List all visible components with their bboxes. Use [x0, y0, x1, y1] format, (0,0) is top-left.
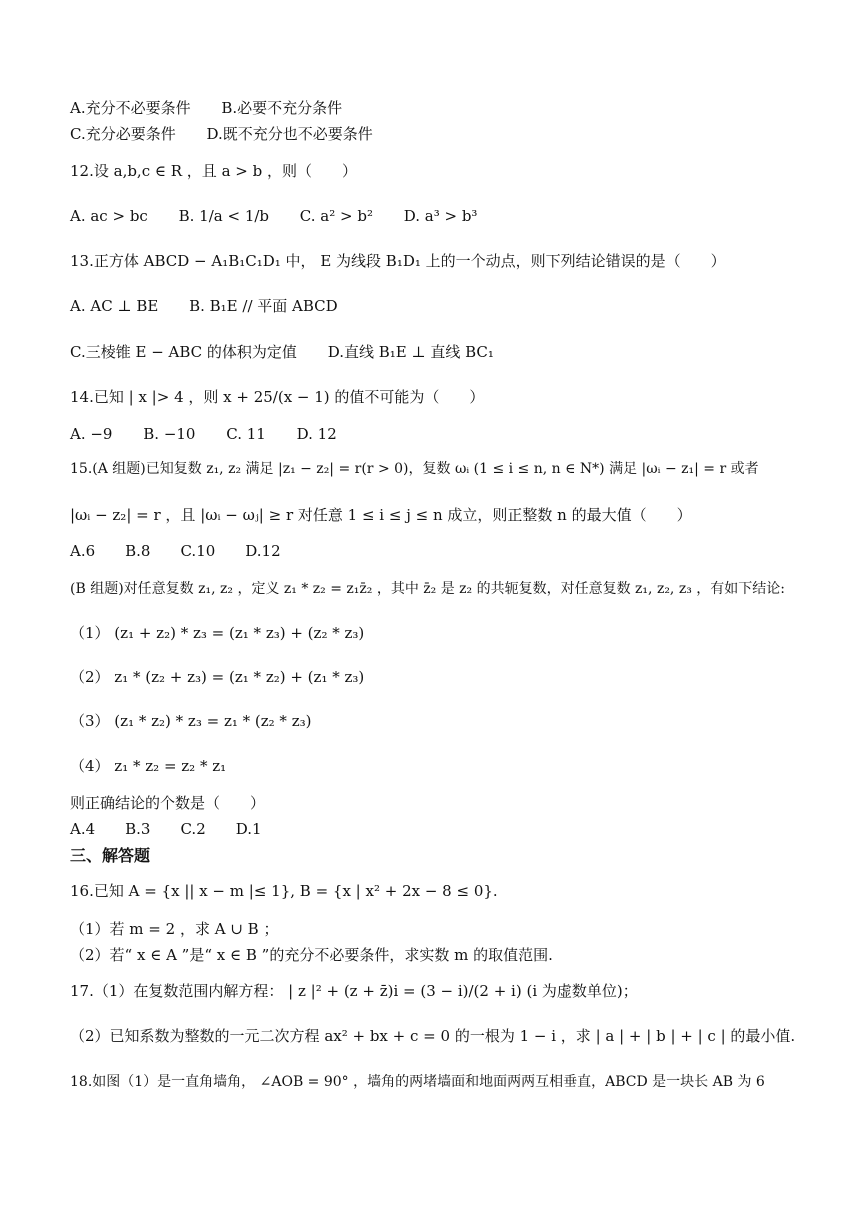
q12-stem: 12.设 a,b,c ∈ R ，且 a > b ，则（ ）: [70, 162, 357, 180]
q16-stem: 16.已知 A = {x || x − m |≤ 1}, B = {x | x² + 2x − 8 ≤ 0}.: [70, 882, 498, 900]
q11-option-c: C.充分必要条件: [70, 125, 176, 143]
q15-options: A.6 B.8 C.10 D.12: [70, 542, 281, 560]
q13-options-row-2: [70, 341, 520, 363]
q16-part-1: （1）若 m = 2 ，求 A ∪ B ；: [70, 920, 279, 938]
q13-option-c: C.三棱锥 E − ABC 的体积为定值: [70, 343, 297, 361]
q15-conclusion-4: （4） z₁ * z₂ = z₂ * z₁: [70, 757, 227, 775]
q14-option-b: B. −10: [143, 425, 196, 443]
q15-line-2: |ωᵢ − z₂| = r ，且 |ωᵢ − ωⱼ| ≥ r 对任意 1 ≤ i ≤ j ≤ n 成立，则正整数 n 的最大值（ ）: [70, 506, 692, 524]
q17-part-2: （2）已知系数为整数的一元二次方程 ax² + bx + c = 0 的一根为 1 − i ，求 | a | + | b | + | c | 的最小值.: [70, 1027, 796, 1045]
q17-part-1: 17.（1）在复数范围内解方程： | z |² + (z + z̄)i = (3 − i)/(2 + i) (i 为虚数单位)；: [70, 982, 638, 1000]
q13-option-a: A. AC ⊥ BE: [70, 297, 159, 315]
q15-conclusion-3: （3） (z₁ * z₂) * z₃ = z₁ * (z₂ * z₃): [70, 712, 312, 730]
q12-option-c: C. a² > b²: [299, 207, 373, 225]
q12-option-d: D. a³ > b³: [403, 207, 478, 225]
q12-option-a: A. ac > bc: [70, 207, 148, 225]
q12-option-b: B. 1/a < 1/b: [178, 207, 270, 225]
q11-options-row-2: [70, 123, 399, 145]
q14-options: [70, 423, 363, 445]
q13-option-d: D.直线 B₁E ⊥ 直线 BC₁: [327, 343, 494, 361]
q16-part-2: （2）若“ x ∈ A ”是“ x ∈ B ”的充分不必要条件，求实数 m 的取值范围.: [70, 946, 553, 964]
q14-stem: 14.已知 | x |> 4 ，则 x + 25/(x − 1) 的值不可能为（ ）: [70, 388, 485, 406]
q11-option-d: D.既不充分也不必要条件: [206, 125, 373, 143]
q13-options-row-1: [70, 295, 364, 317]
q14-option-a: A. −9: [70, 425, 113, 443]
section-heading: 三、解答题: [70, 846, 151, 865]
q18-stem: 18.如图（1）是一直角墙角， ∠AOB = 90° ，墙角的两堵墙面和地面两两互相垂直，ABCD 是一块长 AB 为 6: [70, 1074, 765, 1090]
q15-line-1: 15.(A 组题)已知复数 z₁, z₂ 满足 |z₁ − z₂| = r(r > 0)，复数 ωᵢ (1 ≤ i ≤ n, n ∈ N*) 满足 |ωᵢ − z₁| = r 或者: [70, 461, 759, 477]
q15-question: 则正确结论的个数是（ ）: [70, 794, 266, 812]
q13-stem: 13.正方体 ABCD − A₁B₁C₁D₁ 中， E 为线段 B₁D₁ 上的一个动点，则下列结论错误的是（ ）: [70, 252, 726, 270]
q15-b-intro: (B 组题)对任意复数 z₁, z₂ ，定义 z₁ * z₂ = z₁z̄₂ ，其中 z̄₂ 是 z₂ 的共轭复数，对任意复数 z₁, z₂, z₃ ，有如下结论:: [70, 581, 785, 597]
q15-b-options: A.4 B.3 C.2 D.1: [70, 820, 262, 838]
q14-option-d: D. 12: [296, 425, 337, 443]
q11-option-a: A.充分不必要条件: [70, 99, 191, 117]
q11-options-row-1: [70, 97, 368, 119]
q13-option-b: B. B₁E // 平面 ABCD: [189, 297, 338, 315]
q14-option-c: C. 11: [226, 425, 266, 443]
q15-conclusion-2: （2） z₁ * (z₂ + z₃) = (z₁ * z₂) + (z₁ * z₃): [70, 668, 365, 686]
q11-option-b: B.必要不充分条件: [221, 99, 343, 117]
q12-options: [70, 205, 503, 227]
q15-conclusion-1: （1） (z₁ + z₂) * z₃ = (z₁ * z₃) + (z₂ * z₃): [70, 624, 365, 642]
